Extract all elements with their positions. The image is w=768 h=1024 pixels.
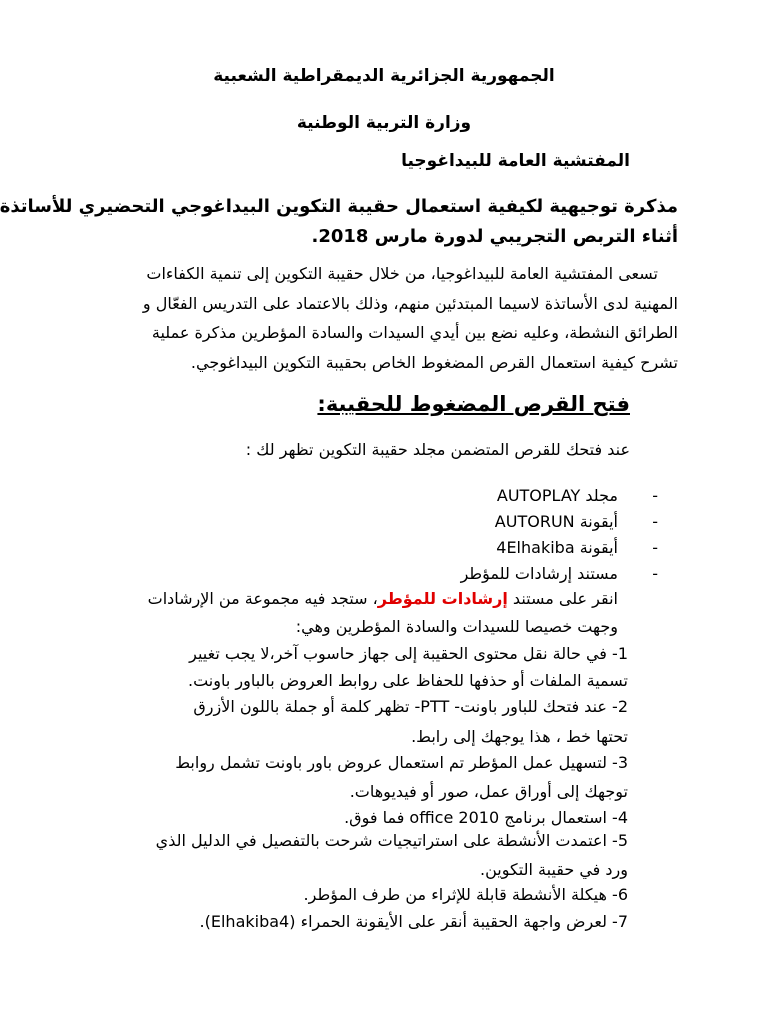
item7: 7- لعرض واجهة الحقيبة أنقر على الأيقونة الحمراء (Elhakiba4). [199, 912, 628, 931]
item5-line2: ورد في حقيبة التكوين. [479, 860, 628, 879]
item3-line2: توجهك إلى أوراق عمل، صور أو فيديوهات. [349, 782, 628, 801]
item1-line1: 1- في حالة نقل محتوى الحقيبة إلى جهاز حاسوب آخر،لا يجب تغيير [189, 644, 628, 663]
bullet-dash: - [652, 564, 658, 583]
guide-line1 [90, 589, 618, 608]
bullet-text: مستند إرشادات للمؤطر [460, 564, 618, 583]
item1-line2: تسمية الملفات أو حذفها للحفاظ على روابط العروض بالباور باونت. [188, 671, 628, 690]
open-disc-text: عند فتحك للقرص المتضمن مجلد حقيبة التكوين تظهر لك : [245, 440, 630, 459]
memo-title-line1: مذكرة توجيهية لكيفية استعمال حقيبة التكوين البيداغوجي التحضيري للأساتذة [0, 196, 678, 217]
item2-line2: تحتها خط ، هذا يوجهك إلى رابط. [411, 727, 628, 746]
guide-text-b: ، ستجد فيه مجموعة من الإرشادات [147, 589, 378, 608]
guide-highlight: إرشادات للمؤطر [377, 589, 508, 608]
intro-line3: الطرائق النشطة، وعليه نضع بين أيدي السيدات والسادة المؤطرين مذكرة عملية [151, 323, 678, 342]
bullet-dash: - [652, 538, 658, 557]
bullet-text: مجلد AUTOPLAY [496, 486, 618, 505]
bullet-text: أيقونة AUTORUN [494, 512, 618, 531]
memo-title-line2: أثناء التربص التجريبي لدورة مارس 2018. [311, 226, 678, 247]
guide-text-a: انقر على مستند [507, 589, 618, 608]
guide-line2: وجهت خصيصا للسيدات والسادة المؤطرين وهي: [295, 617, 618, 636]
intro-line1: تسعى المفتشية العامة للبيداغوجيا، من خلال حقيبة التكوين إلى تنمية الكفاءات [146, 264, 658, 283]
ministry-heading: وزارة التربية الوطنية [296, 113, 472, 133]
bullet-dash: - [652, 486, 658, 505]
item5-line1: 5- اعتمدت الأنشطة على استراتيجيات شرحت بالتفصيل في الدليل الذي [155, 831, 628, 850]
section-title: فتح القرص المضغوط للحقيبة: [317, 392, 630, 416]
inspectorate-heading: المفتشية العامة للبيداغوجيا [401, 151, 630, 171]
intro-line4: تشرح كيفية استعمال القرص المضغوط الخاص بحقيبة التكوين البيداغوجي. [190, 353, 678, 372]
item3-line1: 3- لتسهيل عمل المؤطر تم استعمال عروض باور باونت تشمل روابط [175, 753, 628, 772]
intro-line2: المهنية لدى الأساتذة لاسيما المبتدئين منهم، وذلك بالاعتماد على التدريس الفعّال و [142, 294, 678, 313]
bullet-text: أيقونة 4Elhakiba [496, 538, 618, 557]
republic-heading: الجمهورية الجزائرية الديمقراطية الشعبية [213, 66, 555, 86]
item4: 4- استعمال برنامج office 2010 فما فوق. [344, 808, 628, 827]
bullet-dash: - [652, 512, 658, 531]
item2-line1: 2- عند فتحك للباور باونت- PTT- تظهر كلمة أو جملة باللون الأزرق [193, 697, 628, 716]
item6: 6- هيكلة الأنشطة قابلة للإثراء من طرف المؤطر. [303, 885, 628, 904]
